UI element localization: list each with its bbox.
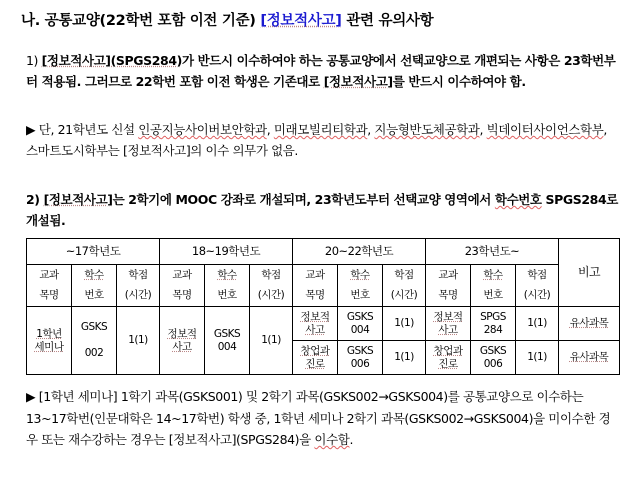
- cell-text: 006: [483, 357, 503, 370]
- table-subheader-row: [27, 286, 620, 307]
- subheader-cell: 교과: [27, 265, 72, 286]
- subheader-cell: 번호: [338, 286, 383, 307]
- remark-cell: 유사과목: [559, 307, 620, 341]
- note-1-dept-2: 미래모빌리티학과: [273, 122, 368, 137]
- cell-text: GSKS: [346, 344, 374, 357]
- cell-text: 002: [84, 347, 104, 359]
- note-1-dept-4: 빅데이터사이언스학부: [486, 122, 604, 137]
- note-1-sep-3: ,: [479, 122, 487, 137]
- table-cell: [72, 307, 117, 375]
- cell-text: GSKS: [346, 310, 374, 323]
- item-3-text: ▶ [1학년 세미나] 1학기 과목(GSKS001) 및 2학기 과목(GSKS002→GSKS004)를 공통교양으로 이수하는 13~17학번(인문대학은 14~17학번) 학생 중, 1학년 세미나 2학기 과목(GSKS002→GSKS004)을 미이수한 경우 또는 재수강하는 경우는 [정보적사고](SPGS284)을: [26, 389, 611, 447]
- table-cell: [338, 341, 383, 375]
- cell-text: 사고: [172, 340, 192, 353]
- note-1-sep-2: ,: [367, 122, 375, 137]
- group-header: 20~22학년도: [293, 239, 426, 265]
- subheader-cell: 번호: [471, 286, 516, 307]
- subheader-cell: 목명: [293, 286, 338, 307]
- cell-text: 004: [217, 340, 237, 353]
- group-header: ~17학년도: [27, 239, 160, 265]
- table-cell: [426, 341, 471, 375]
- remark-cell: 유사과목: [559, 341, 620, 375]
- table-cell: [426, 307, 471, 341]
- item-1-tail: 를 반드시 이수하여야 함.: [392, 74, 526, 89]
- subheader-cell: 학점: [383, 265, 426, 286]
- table-cell: [293, 341, 338, 375]
- note-1-dept-1: 인공지능사이버보안학과: [138, 122, 267, 137]
- heading-highlight: [정보적사고]: [260, 13, 342, 29]
- subheader-cell: 목명: [426, 286, 471, 307]
- subheader-cell: 번호: [72, 286, 117, 307]
- heading-suffix: 관련 유의사항: [341, 13, 434, 29]
- table-cell: [27, 307, 72, 375]
- note-1-sep: ,: [266, 122, 274, 137]
- table-cell: [293, 307, 338, 341]
- note-1-lead: ▶ 단, 21학년도 신설: [26, 122, 139, 137]
- cell-text: 창업과: [300, 344, 330, 357]
- cell-text: GSKS: [213, 327, 241, 340]
- subheader-cell: 학수: [205, 265, 250, 286]
- cell-text: GSKS: [80, 321, 108, 333]
- subheader-cell: 목명: [160, 286, 205, 307]
- section-heading: [21, 9, 433, 30]
- subheader-cell: 학수: [471, 265, 516, 286]
- cell-text: 정보적: [300, 310, 330, 323]
- table-cell: [205, 307, 250, 375]
- subheader-cell: 목명: [27, 286, 72, 307]
- item-2-code-label: 학수번호: [494, 192, 542, 207]
- table-cell: [338, 307, 383, 341]
- item-1-paragraph: [26, 50, 621, 92]
- cell-text: 006: [350, 357, 370, 370]
- table-group-row: [27, 239, 620, 265]
- item-2-course: [정보적사고]: [43, 192, 113, 207]
- note-1-paragraph: [26, 119, 621, 161]
- item-2-paragraph: [26, 189, 621, 231]
- subheader-cell: 교과: [160, 265, 205, 286]
- cell-text: SPGS: [480, 310, 506, 323]
- course-table: [26, 238, 620, 375]
- subheader-cell: 학수: [338, 265, 383, 286]
- subheader-cell: (시간): [383, 286, 426, 307]
- table-cell: 1(1): [516, 307, 559, 341]
- note-1-tail: , 스마트도시학부는 [정보적사고]의 이수 의무가 없음.: [26, 122, 607, 158]
- cell-text: 진로: [305, 357, 325, 370]
- item-3-paragraph: [26, 386, 621, 451]
- item-1-course-2: [정보적사고]: [323, 74, 393, 89]
- cell-text: 정보적: [167, 327, 197, 340]
- cell-text: 사고: [305, 323, 325, 336]
- cell-text: 1학년: [36, 327, 62, 340]
- subheader-cell: 학점: [516, 265, 559, 286]
- item-1-course: [정보적사고](SPGS284): [41, 53, 182, 68]
- table-cell: [471, 341, 516, 375]
- subheader-cell: (시간): [516, 286, 559, 307]
- table-row: [27, 307, 620, 341]
- group-header: 23학년도~: [426, 239, 559, 265]
- table-cell: [471, 307, 516, 341]
- cell-text: 정보적: [433, 310, 463, 323]
- item-2-tail: SPGS284로 개설됨.: [26, 192, 618, 228]
- group-header: 18~19학년도: [160, 239, 293, 265]
- note-1-dept-3: 지능형반도체공학과: [374, 122, 480, 137]
- item-1-text: 가 반드시 이수하여야 하는 공통교양에서 선택교양으로 개편되는 사항은 23학번부터 적용됨. 그러므로 22학번 포함 이전 학생은 기존대로: [26, 53, 616, 89]
- table-cell: 1(1): [117, 307, 160, 375]
- item-3-tail: .: [349, 432, 354, 447]
- subheader-cell: 학점: [250, 265, 293, 286]
- cell-text: 사고: [438, 323, 458, 336]
- heading-prefix: 나. 공통교양(22학번 포함 이전 기준): [21, 13, 261, 29]
- subheader-cell: 교과: [426, 265, 471, 286]
- table-cell: 1(1): [383, 341, 426, 375]
- table-cell: 1(1): [250, 307, 293, 375]
- item-2-number: 2): [26, 192, 44, 207]
- subheader-cell: 학수: [72, 265, 117, 286]
- subheader-cell: 번호: [205, 286, 250, 307]
- table-cell: 1(1): [516, 341, 559, 375]
- cell-text: 세미나: [34, 340, 64, 353]
- subheader-cell: (시간): [250, 286, 293, 307]
- cell-text: 004: [350, 323, 370, 336]
- table-subheader-row: [27, 265, 620, 286]
- table-cell: [160, 307, 205, 375]
- item-1-number: 1): [26, 53, 42, 68]
- subheader-cell: (시간): [117, 286, 160, 307]
- item-2-text: 는 2학기에 MOOC 강좌로 개설되며, 23학년도부터 선택교양 영역에서: [112, 192, 495, 207]
- cell-text: 284: [483, 323, 503, 336]
- subheader-cell: 학점: [117, 265, 160, 286]
- cell-text: 진로: [438, 357, 458, 370]
- item-3-verb: 이수함: [314, 432, 350, 447]
- remark-header: 비고: [559, 239, 620, 307]
- cell-text: GSKS: [479, 344, 507, 357]
- subheader-cell: 교과: [293, 265, 338, 286]
- cell-text: 창업과: [433, 344, 463, 357]
- table-cell: 1(1): [383, 307, 426, 341]
